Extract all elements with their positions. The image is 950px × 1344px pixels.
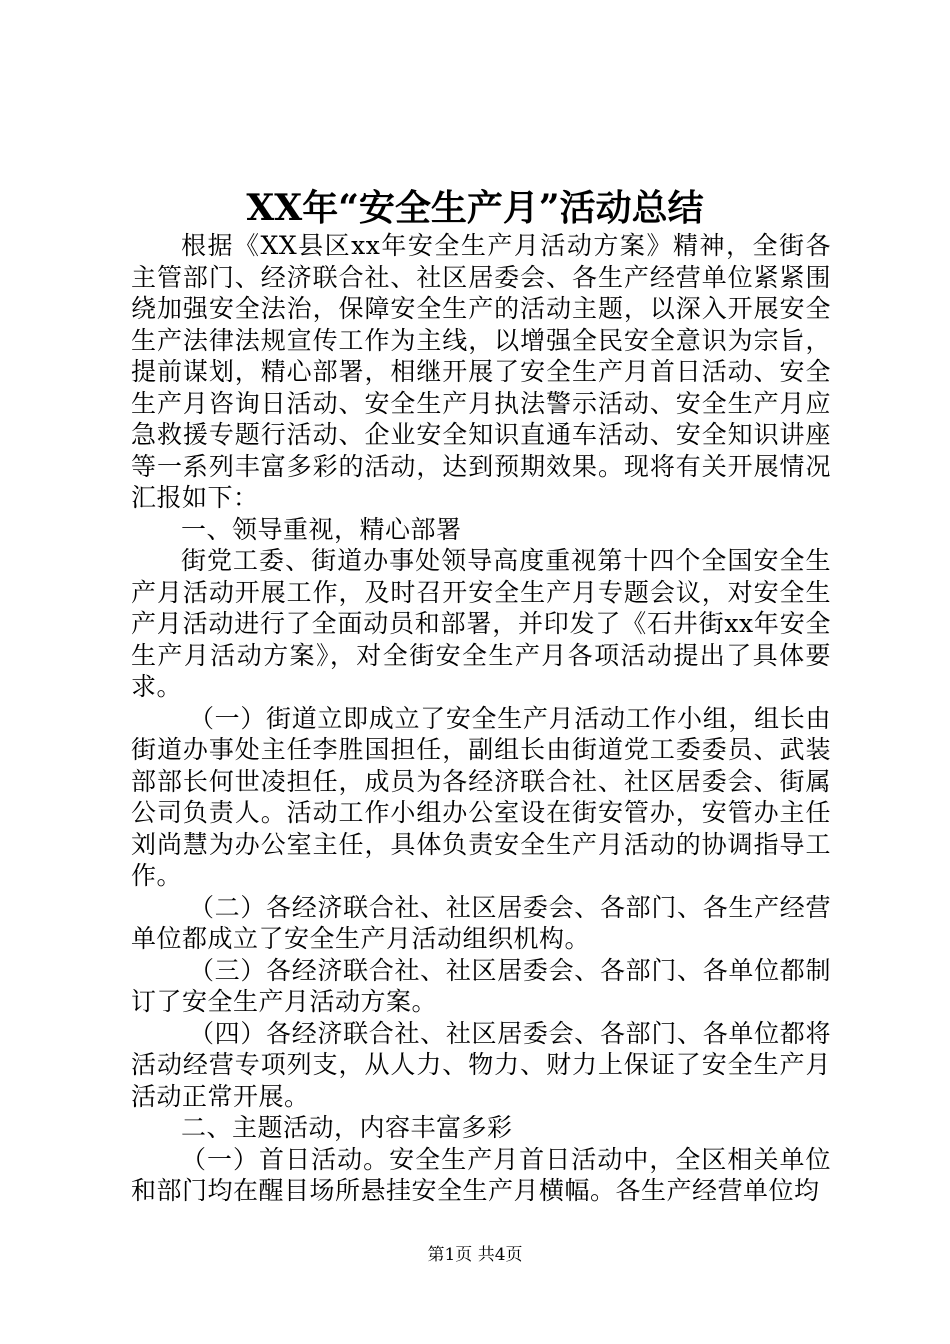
subsection-4-paragraph: （四）各经济联合社、社区居委会、各部门、各单位都将活动经营专项列支，从人力、物力、财力上保证了安全生产月活动正常开展。 xyxy=(131,1018,831,1111)
section-heading-1: 一、领导重视，精心部署 xyxy=(181,514,462,544)
document-title: XX年“安全生产月”活动总结 xyxy=(246,187,704,229)
page-footer: 第1页 共4页 xyxy=(427,1245,523,1265)
section-2-paragraph: （一）首日活动。安全生产月首日活动中，全区相关单位和部门均在醒目场所悬挂安全生产月横幅。各生产经营单位均 xyxy=(131,1144,831,1205)
document-body xyxy=(131,230,831,1207)
subsection-3-paragraph: （三）各经济联合社、社区居委会、各部门、各单位都制订了安全生产月活动方案。 xyxy=(131,955,831,1016)
section-heading-2: 二、主题活动，内容丰富多彩 xyxy=(181,1113,513,1142)
section-1-paragraph: 街党工委、街道办事处领导高度重视第十四个全国安全生产月活动开展工作，及时召开安全生产月专题会议，对安全生产月活动进行了全面动员和部署，并印发了《石井街xx年安全生产月活动方案》，对全街安全生产月各项活动提出了具体要求。 xyxy=(131,546,831,701)
subsection-1-paragraph: （一）街道立即成立了安全生产月活动工作小组，组长由街道办事处主任李胜国担任，副组长由街道党工委委员、武装部部长何世凌担任，成员为各经济联合社、社区居委会、街属公司负责人。活动工作小组办公室设在街安管办，安管办主任刘尚慧为办公室主任，具体负责安全生产月活动的协调指导工作。 xyxy=(131,703,831,890)
subsection-2-paragraph: （二）各经济联合社、社区居委会、各部门、各生产经营单位都成立了安全生产月活动组织机构。 xyxy=(131,892,831,953)
intro-paragraph: 根据《XX县区xx年安全生产月活动方案》精神，全街各主管部门、经济联合社、社区居委会、各生产经营单位紧紧围绕加强安全法治，保障安全生产的活动主题，以深入开展安全生产法律法规宣传工作为主线，以增强全民安全意识为宗旨，提前谋划，精心部署，相继开展了安全生产月首日活动、安全生产月咨询日活动、安全生产月执法警示活动、安全生产月应急救援专题行活动、企业安全知识直通车活动、安全知识讲座等一系列丰富多彩的活动，达到预期效果。现将有关开展情况汇报如下： xyxy=(131,231,831,512)
